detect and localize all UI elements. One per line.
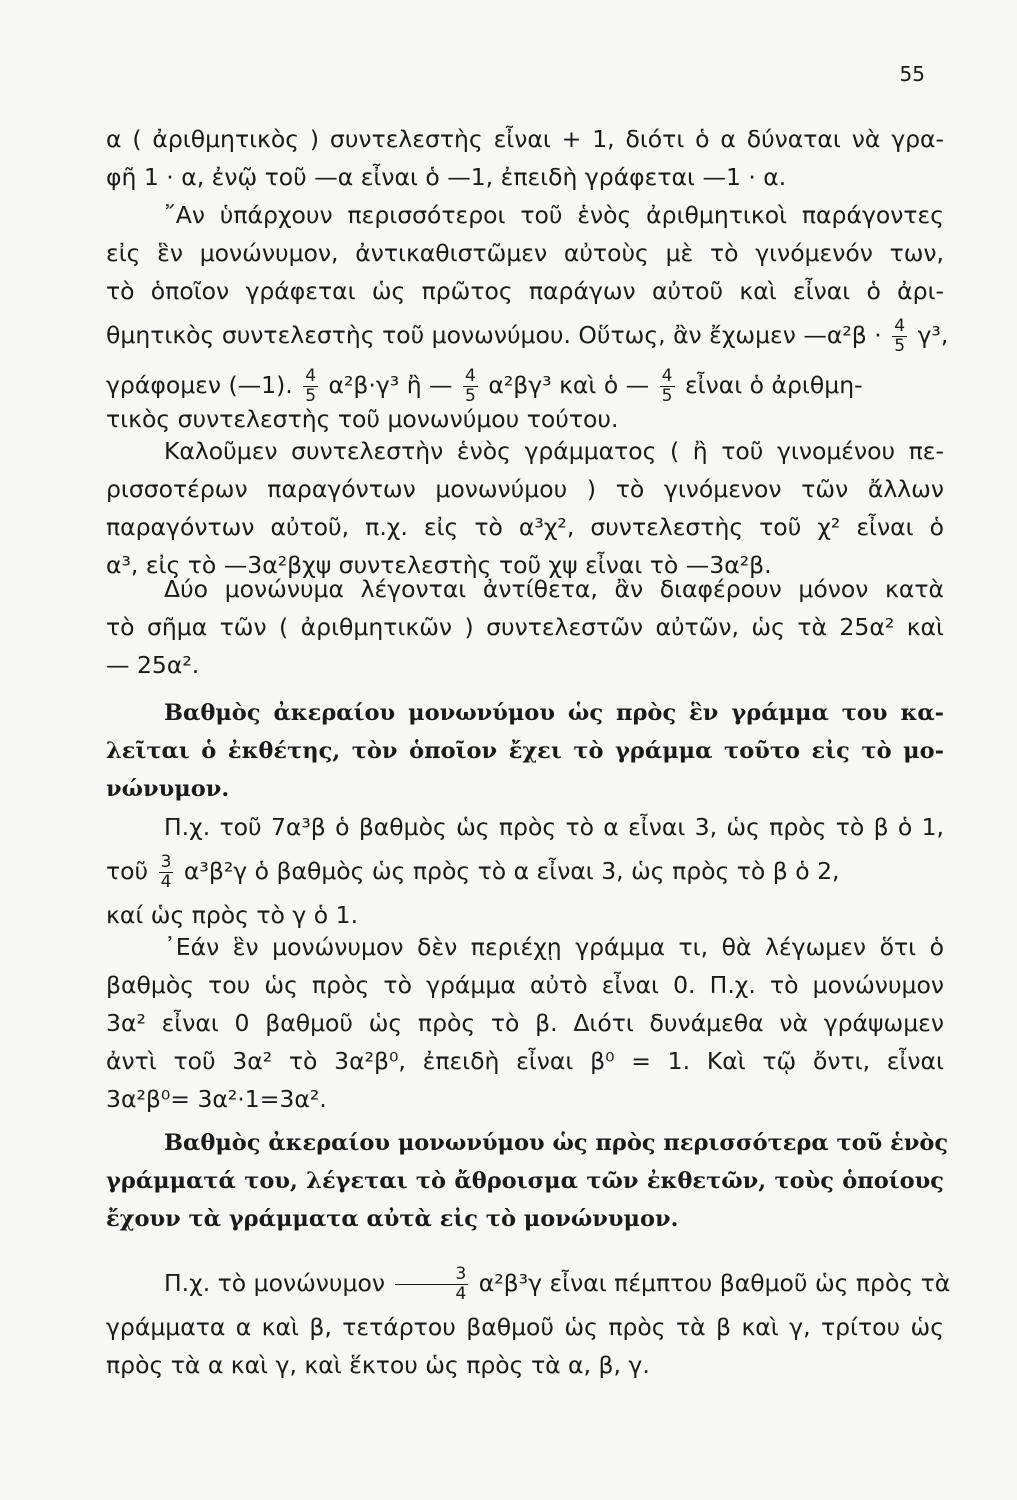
fraction-numerator: 3 — [160, 852, 172, 872]
text-line: ῎Αν ὑπάρχουν περισσότεροι τοῦ ἑνὸς ἀριθμητικοὶ παράγοντες — [164, 201, 944, 229]
text-line: βαθμὸς του ὡς πρὸς τὸ γράμμα αὐτὸ εἶναι 0. Π.χ. τὸ μονώνυμον — [106, 971, 944, 999]
fraction-numerator: 3 — [395, 1266, 468, 1285]
text-line: γράμματά του, λέγεται τὸ ἄθροισμα τῶν ἐκθετῶν, τοὺς ὁποίους — [106, 1168, 944, 1194]
text-line: παραγόντων αὐτοῦ, π.χ. εἰς τὸ α³χ², συντελεστὴς τοῦ χ² εἶναι ὁ — [106, 513, 944, 541]
text-line: Δύο μονώνυμα λέγονται ἀντίθετα, ἂν διαφέρουν μόνον κατὰ — [164, 575, 944, 603]
text-line: 3α²β⁰= 3α²·1=3α². — [106, 1085, 327, 1113]
text-line: ρισσοτέρων παραγόντων μονωνύμου ) τὸ γινόμενον τῶν ἄλλων — [106, 475, 944, 503]
text-line: α³, εἰς τὸ —3α²βχψ συντελεστὴς τοῦ χψ εἶναι τὸ —3α²β. — [106, 551, 772, 579]
text-line: καί ὡς πρὸς τὸ γ ὁ 1. — [106, 901, 359, 929]
text-line: Π.χ. τοῦ 7α³β ὁ βαθμὸς ὡς πρὸς τὸ α εἶναι 3, ὡς πρὸς τὸ β ὁ 1, — [164, 813, 944, 841]
text-line: Βαθμὸς ἀκεραίου μονωνύμου ὡς πρὸς περισσότερα τοῦ ἑνὸς — [164, 1130, 949, 1156]
fraction-denominator: 5 — [305, 386, 317, 406]
paragraph-total-degree-example — [106, 1258, 951, 1384]
text-line: γράμματα α καὶ β, τετάρτου βαθμοῦ ὡς πρὸς τὰ β καὶ γ, τρίτου ὡς — [106, 1313, 944, 1341]
text-segment: α²β³γ εἶναι πέμπτου βαθμοῦ ὡς πρὸς τὰ — [478, 1269, 951, 1297]
fraction-denominator: 5 — [894, 336, 906, 356]
paragraph-numeric-factors — [106, 196, 949, 438]
fraction-numerator: 4 — [465, 366, 476, 386]
text-line: πρὸς τὰ α καὶ γ, καὶ ἕκτου ὡς πρὸς τὰ α, β, γ. — [106, 1351, 650, 1379]
text-segment: γράφομεν (—1). — [106, 371, 293, 399]
text-segment: α³β²γ ὁ βαθμὸς ὡς πρὸς τὸ α εἶναι 3, ὡς πρὸς τὸ β ὁ 2, — [183, 857, 840, 885]
text-segment: α²βγ³ καὶ ὁ — — [488, 371, 650, 399]
text-line: νώνυμον. — [106, 776, 230, 802]
text-segment: α²β·γ³ ἢ — — [328, 371, 453, 399]
text-segment: εἶναι ὁ ἀριθμη- — [684, 371, 863, 399]
definition-degree-many-letters — [106, 1124, 949, 1238]
text-line: τὸ σῆμα τῶν ( ἀριθμητικῶν ) συντελεστῶν αὐτῶν, ὡς τὰ 25α² καὶ — [106, 613, 944, 641]
fraction-denominator: 5 — [465, 386, 476, 406]
paragraph-zero-degree — [106, 928, 944, 1118]
text-line: — 25α². — [106, 651, 200, 679]
fraction-numerator: 4 — [894, 316, 906, 336]
text-segment: τοῦ — [106, 857, 149, 885]
definition-degree-one-letter — [106, 694, 944, 808]
text-line: τὸ ὁποῖον γράφεται ὡς πρῶτος παράγων αὐτοῦ καὶ εἶναι ὁ ἀρι- — [106, 277, 944, 305]
fraction-numerator: 4 — [305, 366, 317, 386]
text-line: ἀντὶ τοῦ 3α² τὸ 3α²β⁰, ἐπειδὴ εἶναι β⁰ = 1. Καὶ τῷ ὄντι, εἶναι — [106, 1047, 944, 1075]
text-line — [106, 846, 944, 896]
text-line: φῆ 1 · α, ἐνῷ τοῦ —α εἶναι ὁ —1, ἐπειδὴ γράφεται —1 · α. — [106, 163, 787, 191]
paragraph-letter-coefficient — [106, 432, 944, 584]
text-line — [106, 1258, 951, 1308]
text-line: Καλοῦμεν συντελεστὴν ἑνὸς γράμματος ( ἢ τοῦ γινομένου πε- — [164, 437, 944, 465]
text-line: Βαθμὸς ἀκεραίου μονωνύμου ὡς πρὸς ἓν γράμμα του κα- — [164, 700, 944, 726]
fraction-denominator: 4 — [455, 1284, 467, 1304]
text-line: 3α² εἶναι 0 βαθμοῦ ὡς πρὸς τὸ β. Διότι δυνάμεθα νὰ γράψωμεν — [106, 1009, 944, 1037]
text-line: λεῖται ὁ ἐκθέτης, τὸν ὁποῖον ἔχει τὸ γράμμα τοῦτο εἰς τὸ μο- — [106, 738, 944, 764]
text-segment: θμητικὸς συντελεστὴς τοῦ μονωνύμου. Οὕτως, ἂν ἔχωμεν —α²β · — [106, 321, 882, 349]
text-line: ἔχουν τὰ γράμματα αὐτὰ εἰς τὸ μονώνυμον. — [106, 1206, 679, 1232]
fraction — [892, 318, 907, 355]
text-line: ᾽Εάν ἓν μονώνυμον δὲν περιέχῃ γράμμα τι, θὰ λέγωμεν ὅτι ὁ — [164, 933, 944, 961]
fraction — [159, 854, 174, 891]
page-number: 55 — [899, 62, 925, 86]
fraction — [660, 368, 675, 405]
fraction-denominator: 5 — [661, 386, 673, 406]
fraction-denominator: 4 — [160, 872, 172, 892]
fraction-numerator: 4 — [661, 366, 673, 386]
paragraph-opposite-monomials — [106, 570, 944, 684]
fraction — [395, 1266, 468, 1303]
paragraph-degree-examples — [106, 808, 944, 934]
text-segment: γ³, — [917, 321, 949, 349]
text-line — [106, 310, 949, 360]
text-line: εἰς ἓν μονώνυμον, ἀντικαθιστῶμεν αὐτοὺς μὲ τὸ γινόμενόν των, — [106, 239, 944, 267]
text-segment: Π.χ. τὸ μονώνυμον — [164, 1269, 385, 1297]
text-line: τικὸς συντελεστὴς τοῦ μονωνύμου τούτου. — [106, 405, 619, 433]
paragraph-coefficient-sign — [106, 120, 944, 196]
text-line: α ( ἀριθμητικὸς ) συντελεστὴς εἶναι + 1, διότι ὁ α δύναται νὰ γρα- — [106, 125, 944, 153]
